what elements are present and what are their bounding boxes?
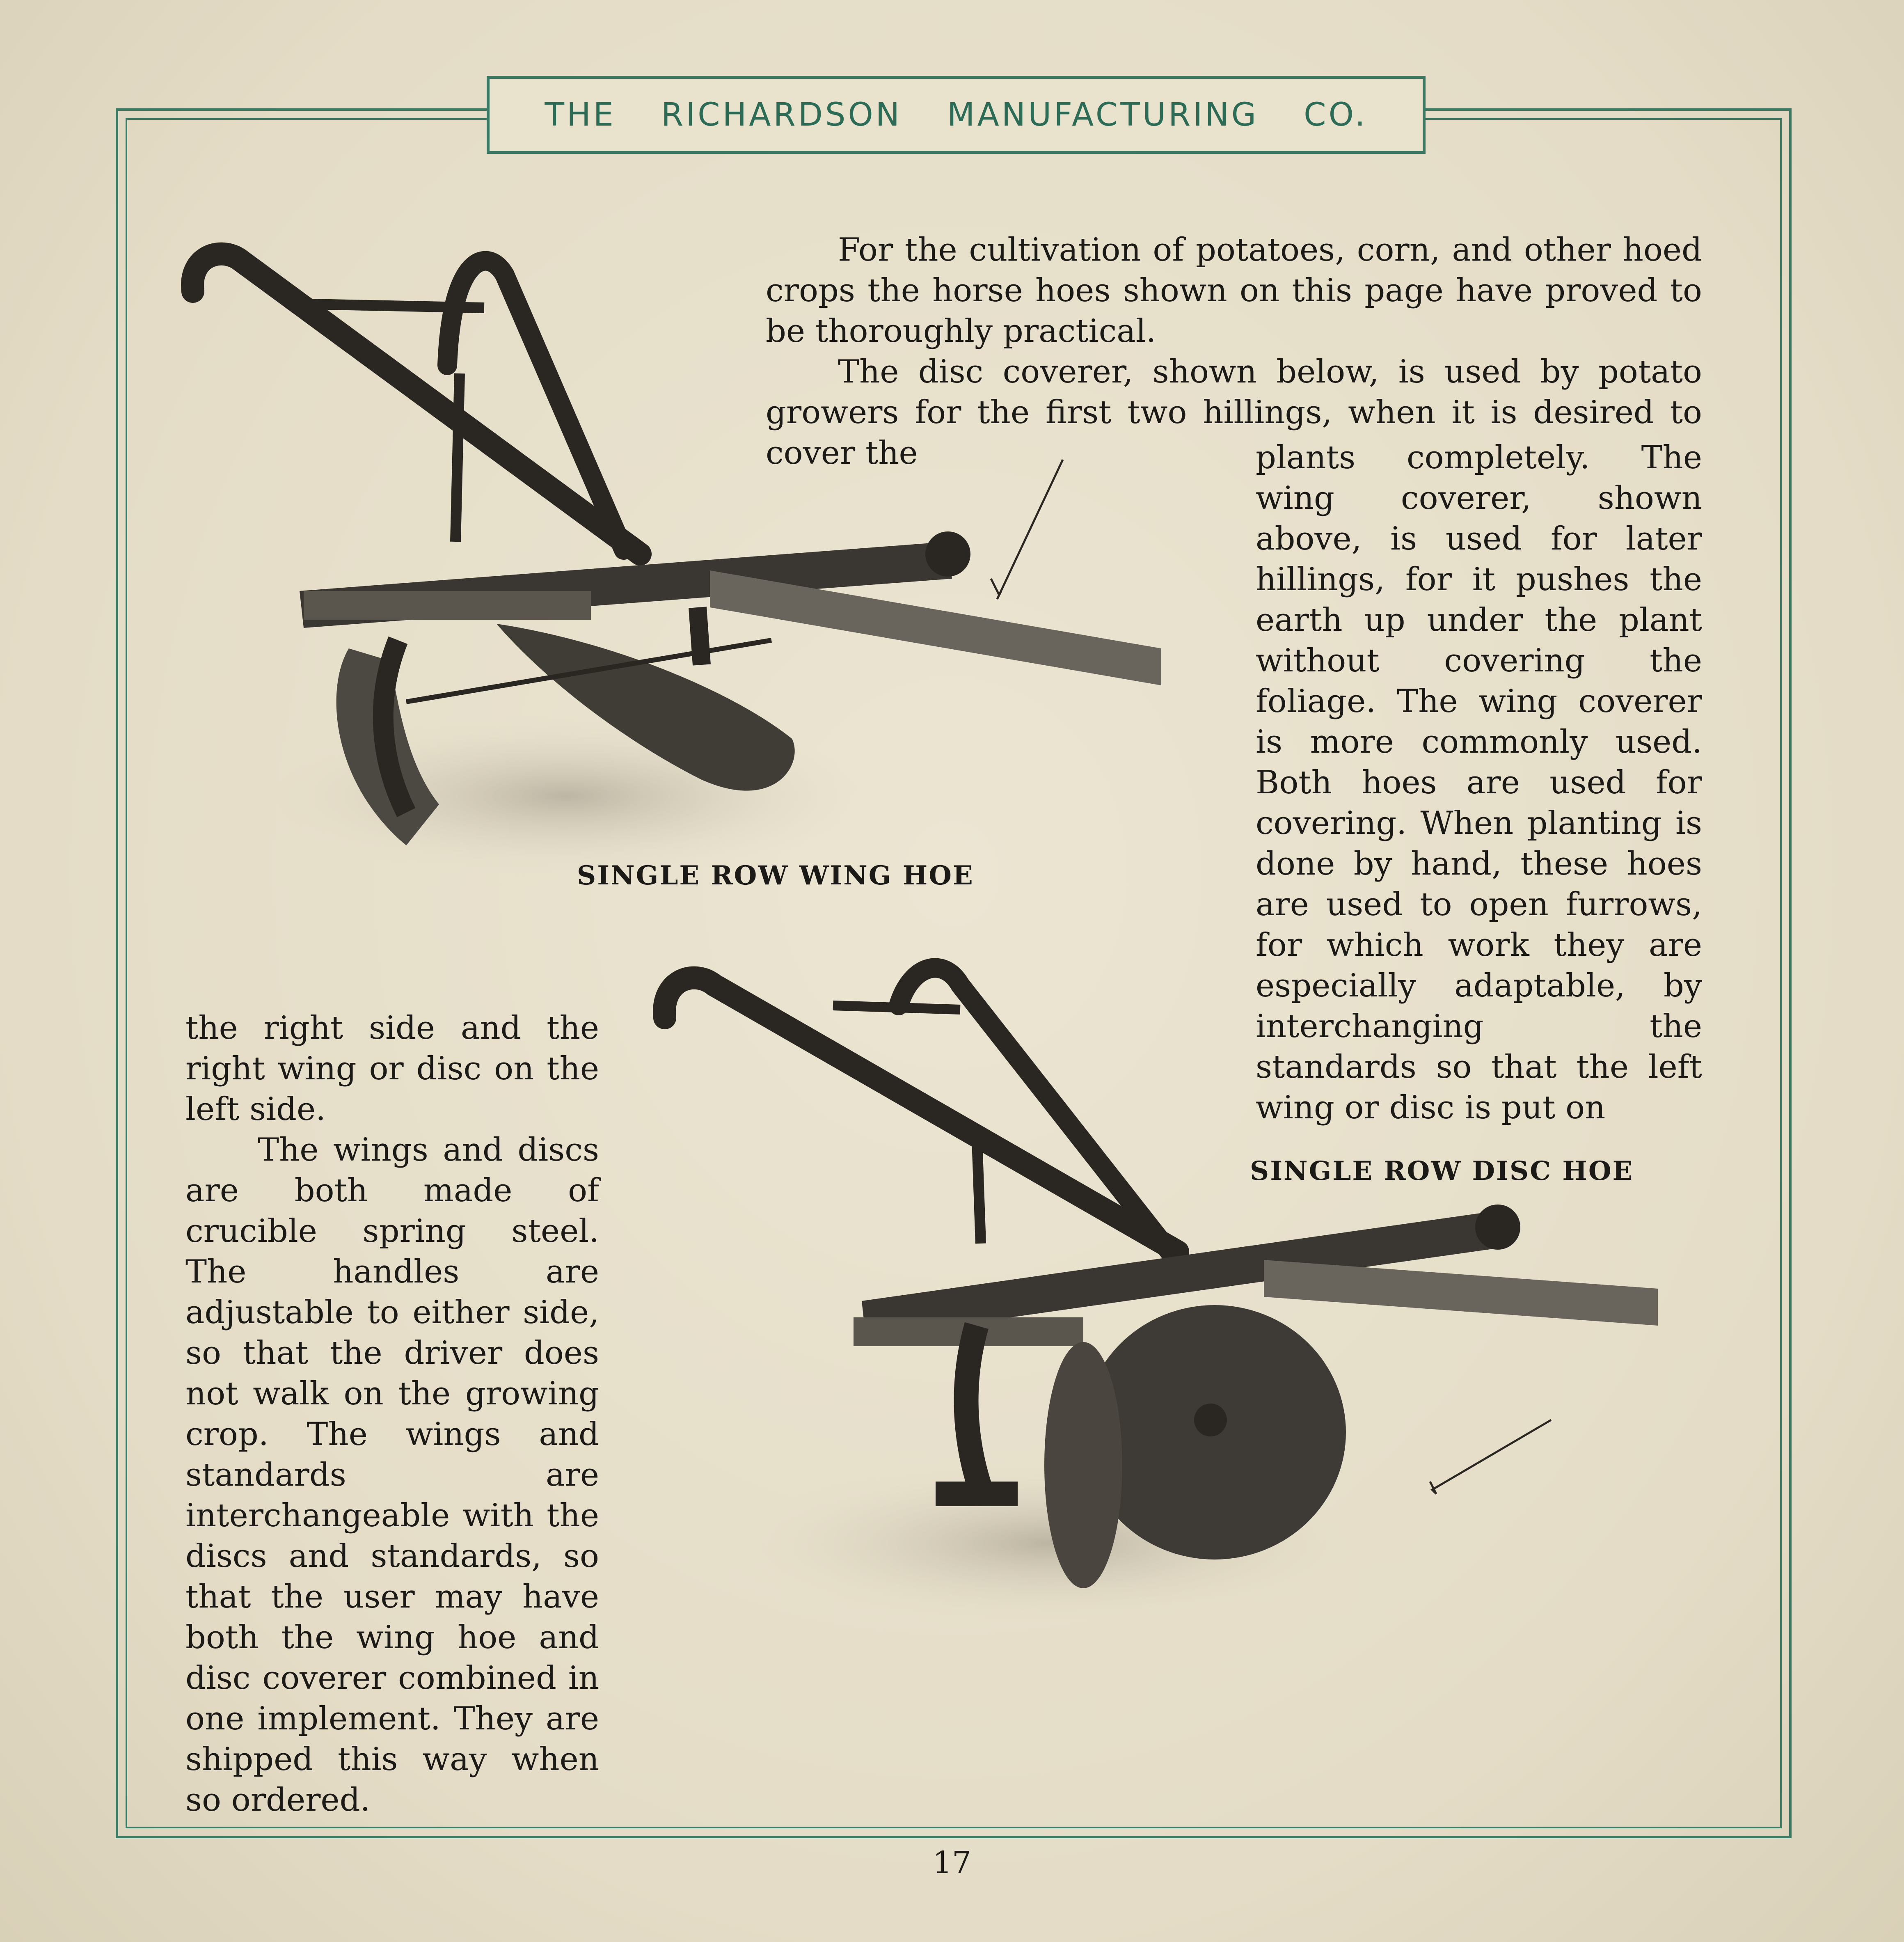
left-column-paragraph: The wings and discs are both made of crucible spring steel. The handles are adjustable to either side, so that the driver does not walk on the growing crop. The wings and standards are interchangeable with the discs and standards, so that the user may have both the wing hoe and disc coverer combined in one implement. They are shipped this way when so ordered. [185,1131,599,1818]
disc-paragraph-top: The disc coverer, shown below, is used by potato growers for the first two hillings, when it is desired to cover the [766,353,1702,472]
company-header [487,76,1426,154]
header-word-richardson: RICHARDSON [661,96,902,133]
page-number: 17 [932,1845,972,1880]
header-word-manufacturing: MANUFACTURING [947,96,1259,133]
wing-hoe-illustration [176,230,1194,895]
header-word-co: CO. [1304,96,1368,133]
left-column-text-block [185,1008,599,1821]
right-column-text: plants completely. The wing coverer, shown above, is used for later hillings, for it pushes the earth up under the plant without covering the foliage. The wing coverer is more commonly used. Both hoes are used for covering. When planting is done by hand, these hoes are used to open furrows, for which work they are especially adaptable, by interchanging the standards so that the left wing or disc is put on [1256,439,1702,1126]
disc-hoe-illustration [648,948,1691,1646]
caption-disc-hoe: SINGLE ROW DISC HOE [1250,1156,1634,1186]
intro-paragraph: For the cultivation of potatoes, corn, and other hoed crops the horse hoes shown on this page have proved to be thoroughly practical. [766,231,1702,350]
header-word-the: THE [545,96,616,133]
caption-wing-hoe: SINGLE ROW WING HOE [577,860,974,891]
left-column-start: the right side and the right wing or disc on the left side. [185,1010,599,1128]
